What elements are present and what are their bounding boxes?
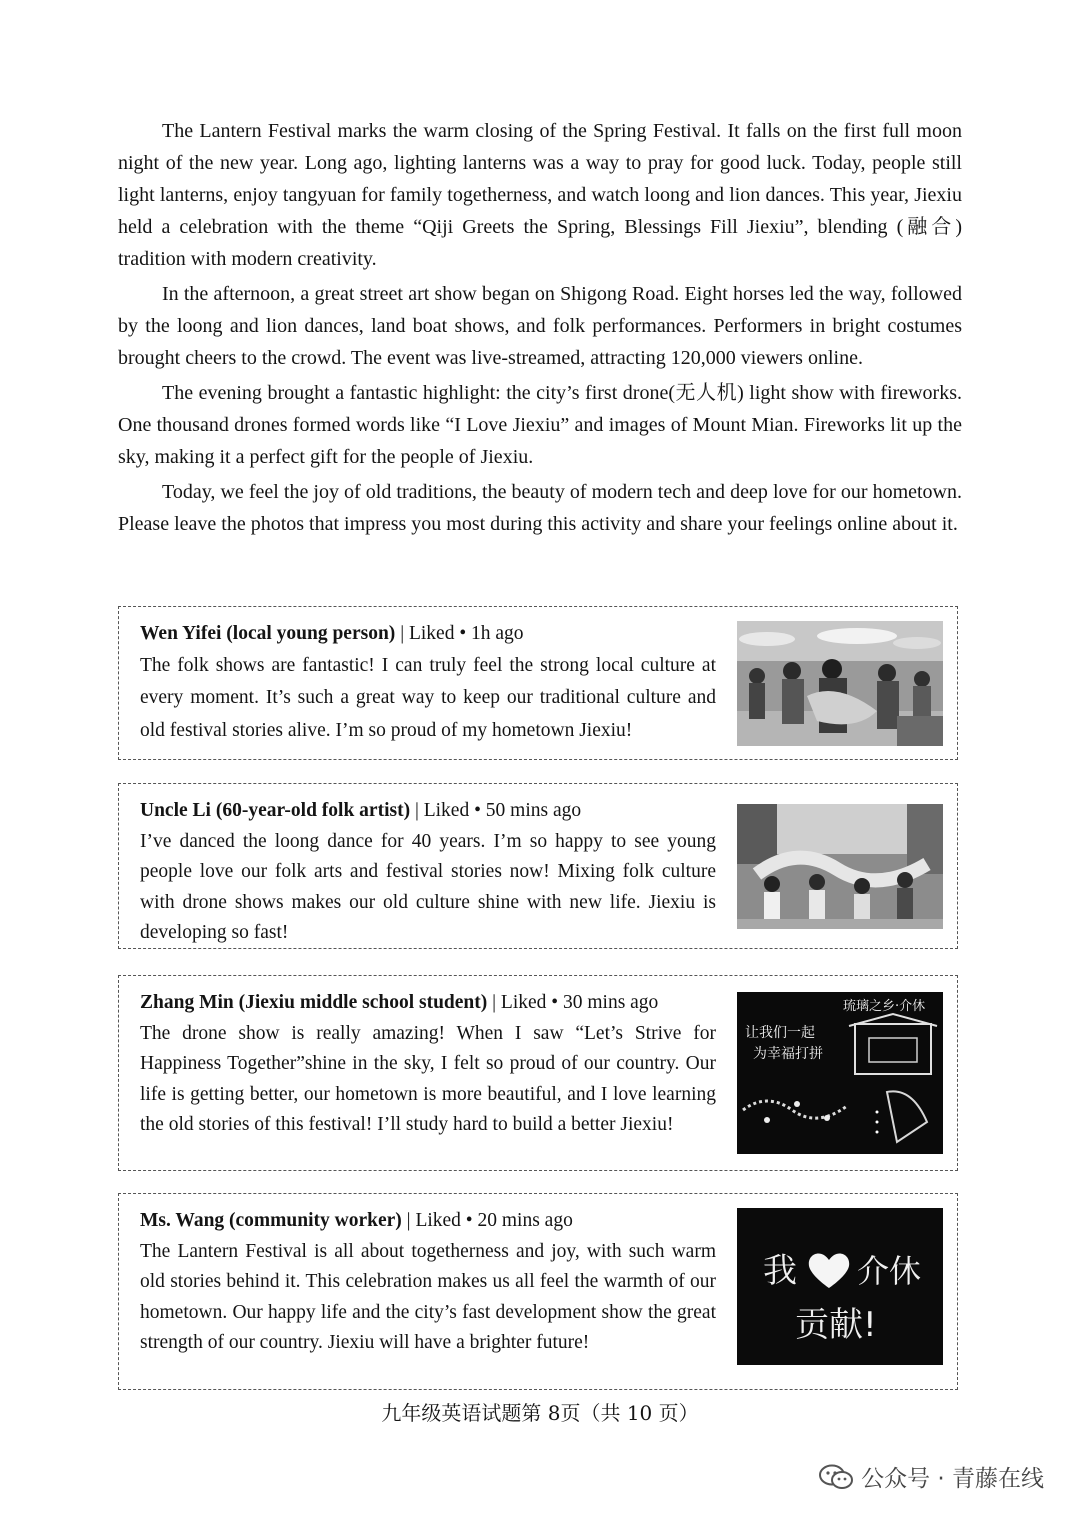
- folk-show-photo: [737, 621, 943, 746]
- post-meta: | Liked • 1h ago: [395, 623, 524, 644]
- passage-paragraph-3: The evening brought a fantastic highlight: the city’s first drone(无人机) light show with fireworks. One thousand drones formed words like “I Love Jiexiu” and images of Mount Mian. Fireworks lit up the sky, making it a perfect gift for the people of Jiexiu.: [118, 382, 962, 468]
- post-body: The drone show is really amazing! When I saw “Let’s Strive for Happiness Together”shine in the sky, I felt so proud of our country. Our life is getting better, our hometown is more beautiful, and I love learning the old stories of this festival! I’ll study hard to build a better Jiexiu!: [140, 1022, 716, 1135]
- drone-text-3: 琉璃之乡·介休: [843, 999, 926, 1014]
- drone-text-jiexiu: 介休: [857, 1252, 922, 1290]
- post-author: Zhang Min (Jiexiu middle school student): [140, 992, 488, 1013]
- post-body: I’ve danced the loong dance for 40 years. I’m so happy to see young people love our folk arts and festival stories now! Mixing folk culture with drone shows makes our old culture shine with new life. Jiexiu is developing so fast!: [140, 830, 716, 943]
- drone-text-gongxian: 贡献!: [795, 1305, 877, 1345]
- drone-text-1: 让我们一起: [745, 1025, 815, 1041]
- post-text: [140, 988, 716, 1141]
- loong-dance-photo: [737, 804, 943, 929]
- post-header: [140, 988, 716, 1019]
- post-header: [140, 796, 716, 827]
- passage-paragraph-2: In the afternoon, a great street art show began on Shigong Road. Eight horses led the way, followed by the loong and lion dances, land boat shows, and folk performances. Performers in bright costumes brought cheers to the crowd. The event was live-streamed, attracting 120,000 viewers online.: [118, 283, 962, 369]
- post-body: The Lantern Festival is all about togetherness and joy, with such warm old stories behind it. This celebration makes us all feel the warmth of our hometown. Our happy life and the city’s fast development show the great strength of our country. Jiexiu will have a brighter future!: [140, 1240, 716, 1353]
- post-author: Uncle Li (60-year-old folk artist): [140, 800, 411, 821]
- drone-text-wo: 我: [763, 1251, 797, 1291]
- post-header: [140, 1206, 716, 1237]
- post-meta: | Liked • 20 mins ago: [401, 1210, 573, 1231]
- post-meta: | Liked • 50 mins ago: [410, 800, 582, 821]
- drone-show-photo: [737, 992, 943, 1154]
- comment-post-uncle-li: [118, 783, 958, 949]
- passage-paragraph-1: The Lantern Festival marks the warm closing of the Spring Festival. It falls on the first full moon night of the new year. Long ago, lighting lanterns was a way to pray for good luck. Today, people still light lanterns, enjoy tangyuan for family togetherness, and watch loong and lion dances. This year, Jiexiu held a celebration with the theme “Qiji Greets the Spring, Blessings Fill Jiexiu”, blending (融合) tradition with modern creativity.: [118, 120, 962, 270]
- post-author: Ms. Wang (community worker): [140, 1210, 402, 1231]
- post-header: [140, 619, 716, 650]
- post-author: Wen Yifei (local young person): [140, 623, 396, 644]
- i-love-jiexiu-drone-photo: [737, 1208, 943, 1365]
- post-meta: | Liked • 30 mins ago: [487, 992, 659, 1013]
- passage-paragraph-4: Today, we feel the joy of old traditions, the beauty of modern tech and deep love for our hometown. Please leave the photos that impress you most during this activity and share your feelings online about it.: [118, 481, 962, 535]
- wechat-watermark: [819, 1460, 1044, 1493]
- page-footer: 九年级英语试题第 8页（共 10 页）: [381, 1401, 699, 1425]
- comment-post-wen-yifei: [118, 606, 958, 760]
- comment-post-zhang-min: [118, 975, 958, 1171]
- post-text: [140, 1206, 716, 1359]
- comment-post-ms-wang: [118, 1193, 958, 1390]
- post-text: [140, 796, 716, 949]
- post-text: [140, 619, 716, 747]
- post-body: The folk shows are fantastic! I can truly feel the strong local culture at every moment. It’s such a great way to keep our traditional culture and old festival stories alive. I’m so proud of my hometown Jiexiu!: [140, 654, 716, 741]
- reading-passage: [118, 115, 962, 543]
- watermark-text: 公众号 · 青藤在线: [861, 1466, 1044, 1492]
- wechat-icon: [819, 1464, 853, 1490]
- drone-text-2: 为幸福打拼: [753, 1046, 823, 1062]
